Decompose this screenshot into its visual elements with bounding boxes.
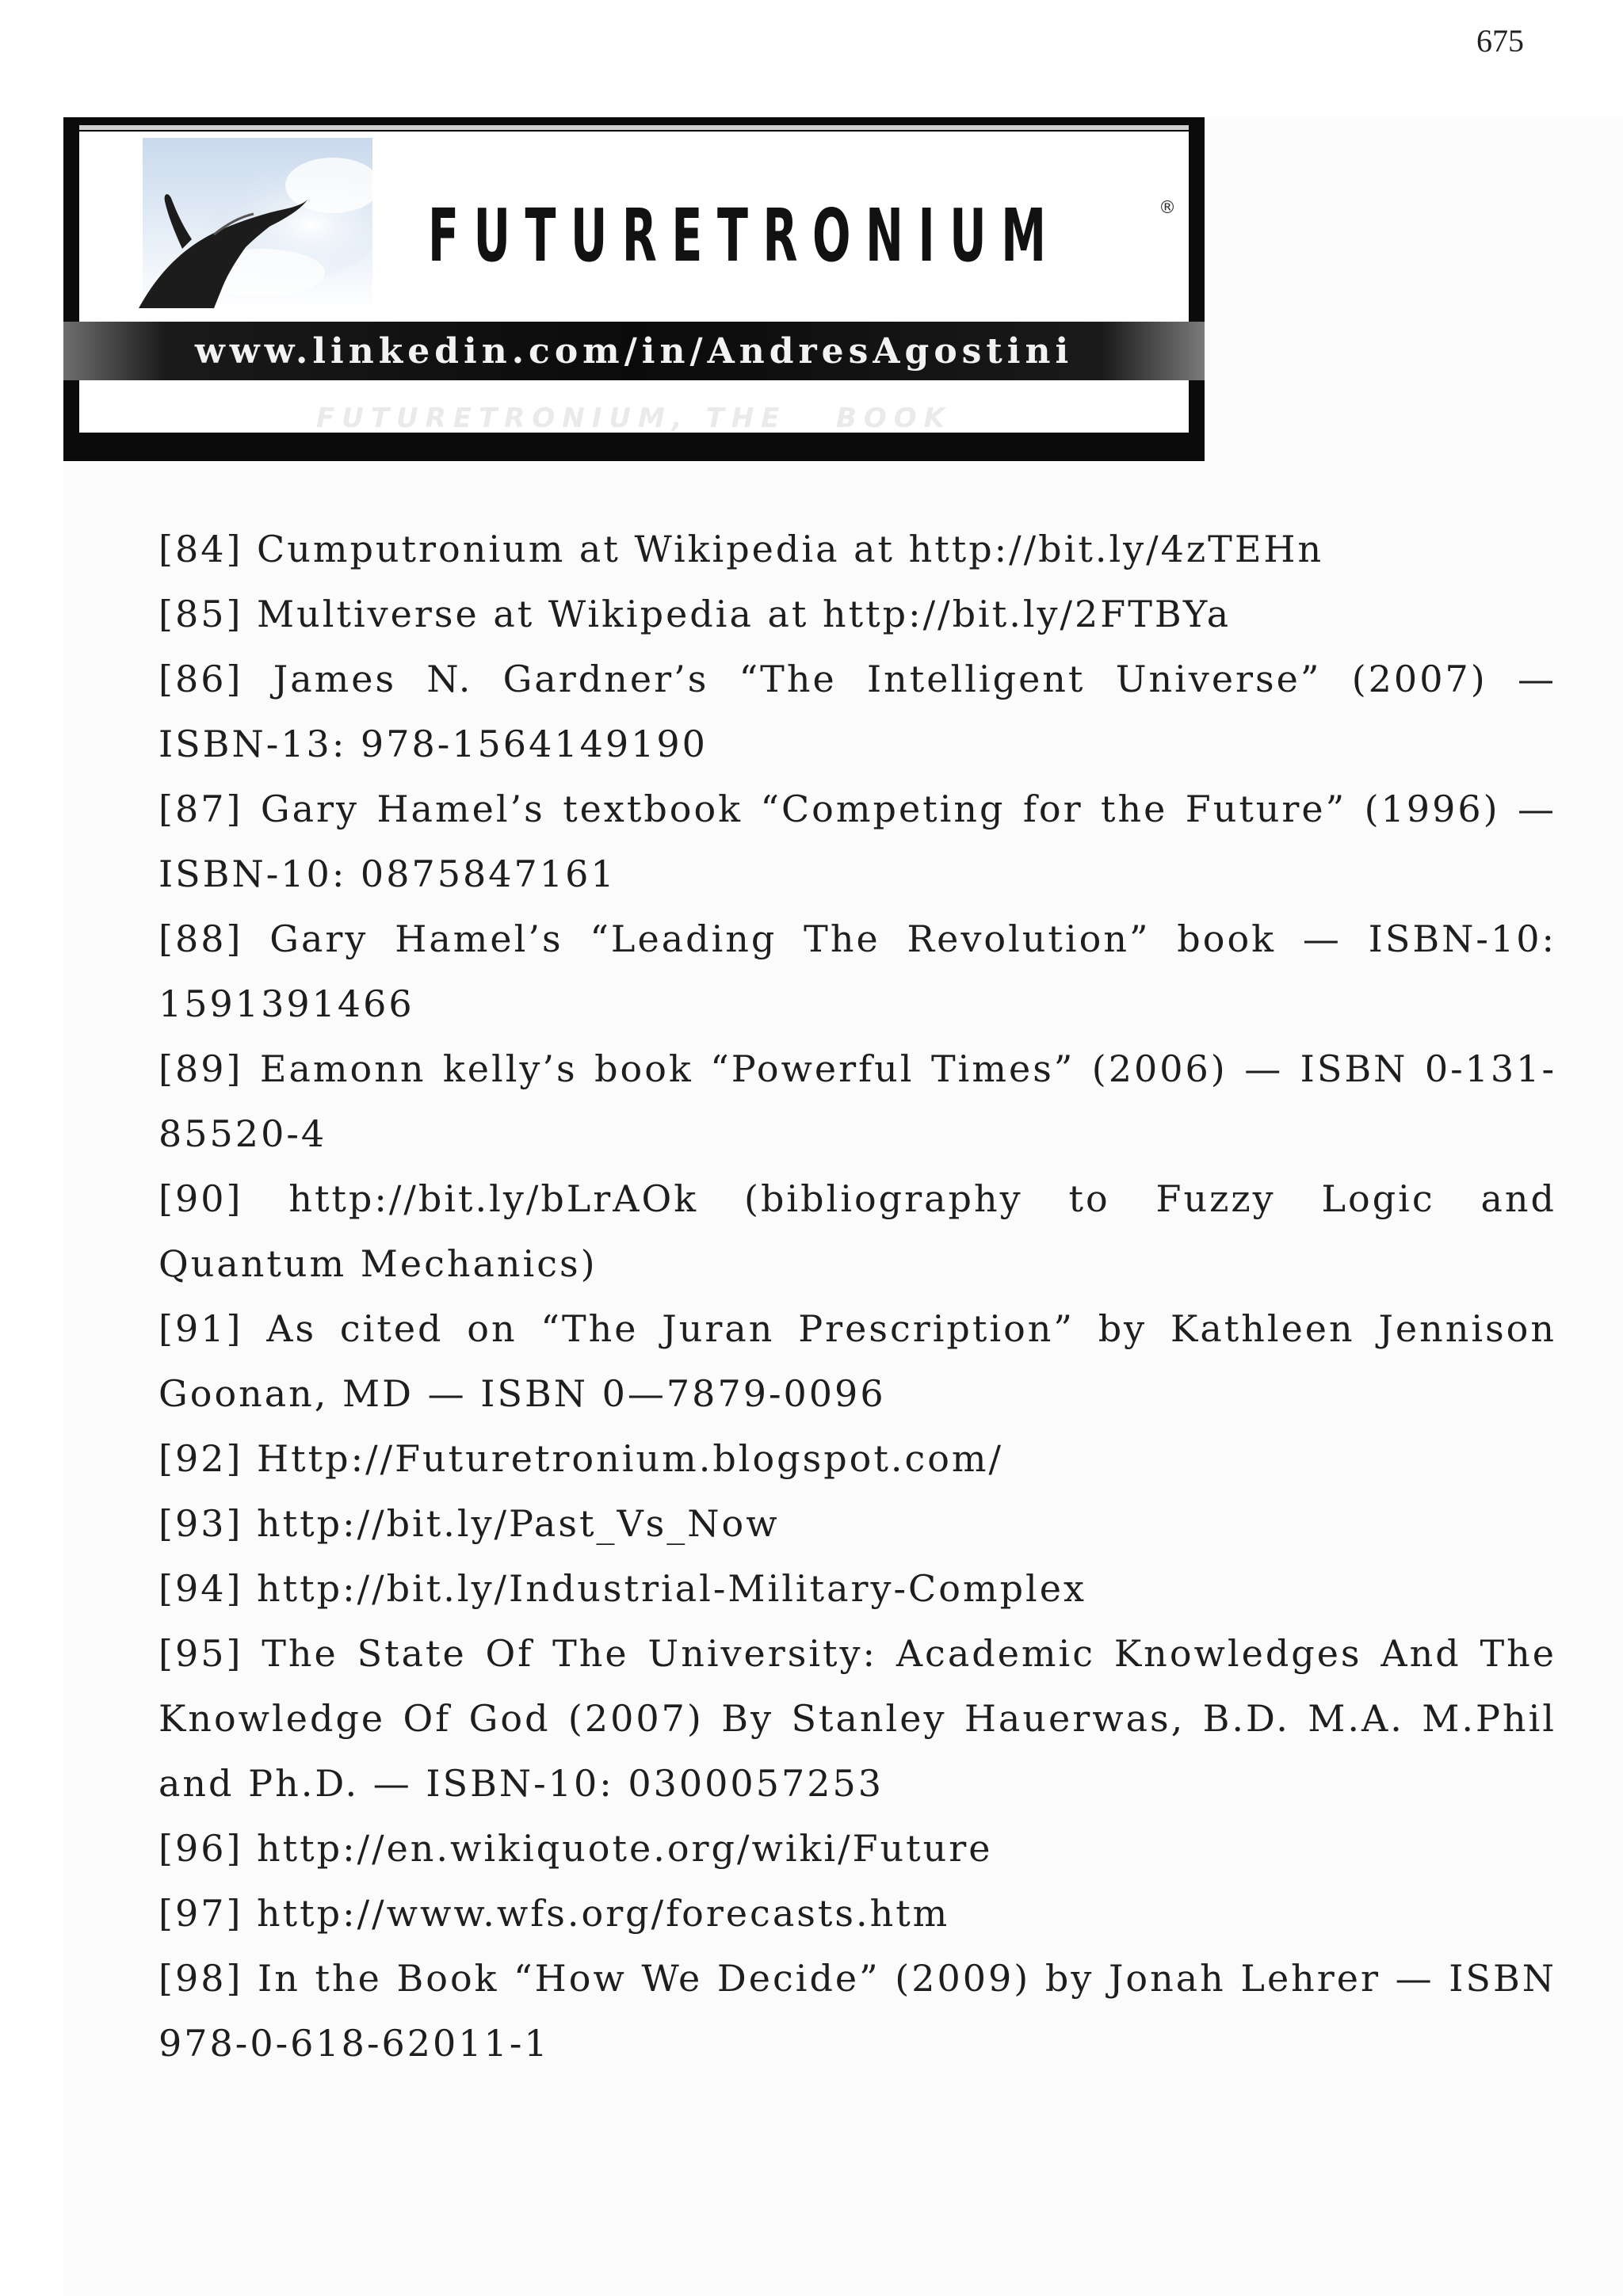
reference-item: [91] As cited on “The Juran Prescription” by Kathleen Jennison Goonan, MD — ISBN 0—7879-0096: [158, 1307, 1556, 1415]
reference-item: [84] Cumputronium at Wikipedia at http://bit.ly/4zTEHn: [158, 528, 1324, 570]
reference-item: [90] http://bit.ly/bLrAOk (bibliography to Fuzzy Logic and Quantum Mechanics): [158, 1177, 1556, 1285]
reference-item: [97] http://www.wfs.org/forecasts.htm: [158, 1892, 950, 1935]
page-number: 675: [1476, 23, 1524, 59]
reference-item: [86] James N. Gardner’s “The Intelligent Universe” (2007) — ISBN-13: 978-1564149190: [158, 658, 1556, 765]
reference-item: [85] Multiverse at Wikipedia at http://bit.ly/2FTBYa: [158, 593, 1232, 635]
banner-subtitle: FUTURETRONIUM, THE BOOK: [315, 402, 953, 434]
reference-item: [92] Http://Futuretronium.blogspot.com/: [158, 1437, 1004, 1480]
reaching-hand-image: [95, 138, 372, 312]
reference-item: [93] http://bit.ly/Past_Vs_Now: [158, 1502, 780, 1545]
banner-top-rule: [79, 125, 1189, 130]
futuretronium-banner: [63, 117, 1205, 461]
reference-item: [88] Gary Hamel’s “Leading The Revolution” book — ISBN-10: 1591391466: [158, 917, 1556, 1025]
reference-list: [158, 517, 1556, 2076]
reference-item: [89] Eamonn kelly’s book “Powerful Times” (2006) — ISBN 0-131-85520-4: [158, 1047, 1556, 1155]
reference-item: [98] In the Book “How We Decide” (2009) by Jonah Lehrer — ISBN 978-0-618-62011-1: [158, 1957, 1556, 2065]
reference-item: [95] The State Of The University: Academic Knowledges And The Knowledge Of God (2007) By Stanley Hauerwas, B.D. M.A. M.Phil and Ph.D. — ISBN-10: 0300057253: [158, 1632, 1556, 1805]
reference-item: [87] Gary Hamel’s textbook “Competing for the Future” (1996) — ISBN-10: 0875847161: [158, 788, 1556, 895]
brand-name: FUTURETRONIUM: [428, 193, 1061, 278]
registered-mark: ®: [1159, 198, 1176, 218]
banner-url-strip: [63, 322, 1205, 380]
reference-item: [96] http://en.wikiquote.org/wiki/Future: [158, 1827, 993, 1870]
reference-item: [94] http://bit.ly/Industrial-Military-Complex: [158, 1567, 1086, 1610]
banner-url: www.linkedin.com/in/AndresAgostini: [194, 331, 1074, 372]
banner-logo-panel: [79, 132, 1189, 433]
